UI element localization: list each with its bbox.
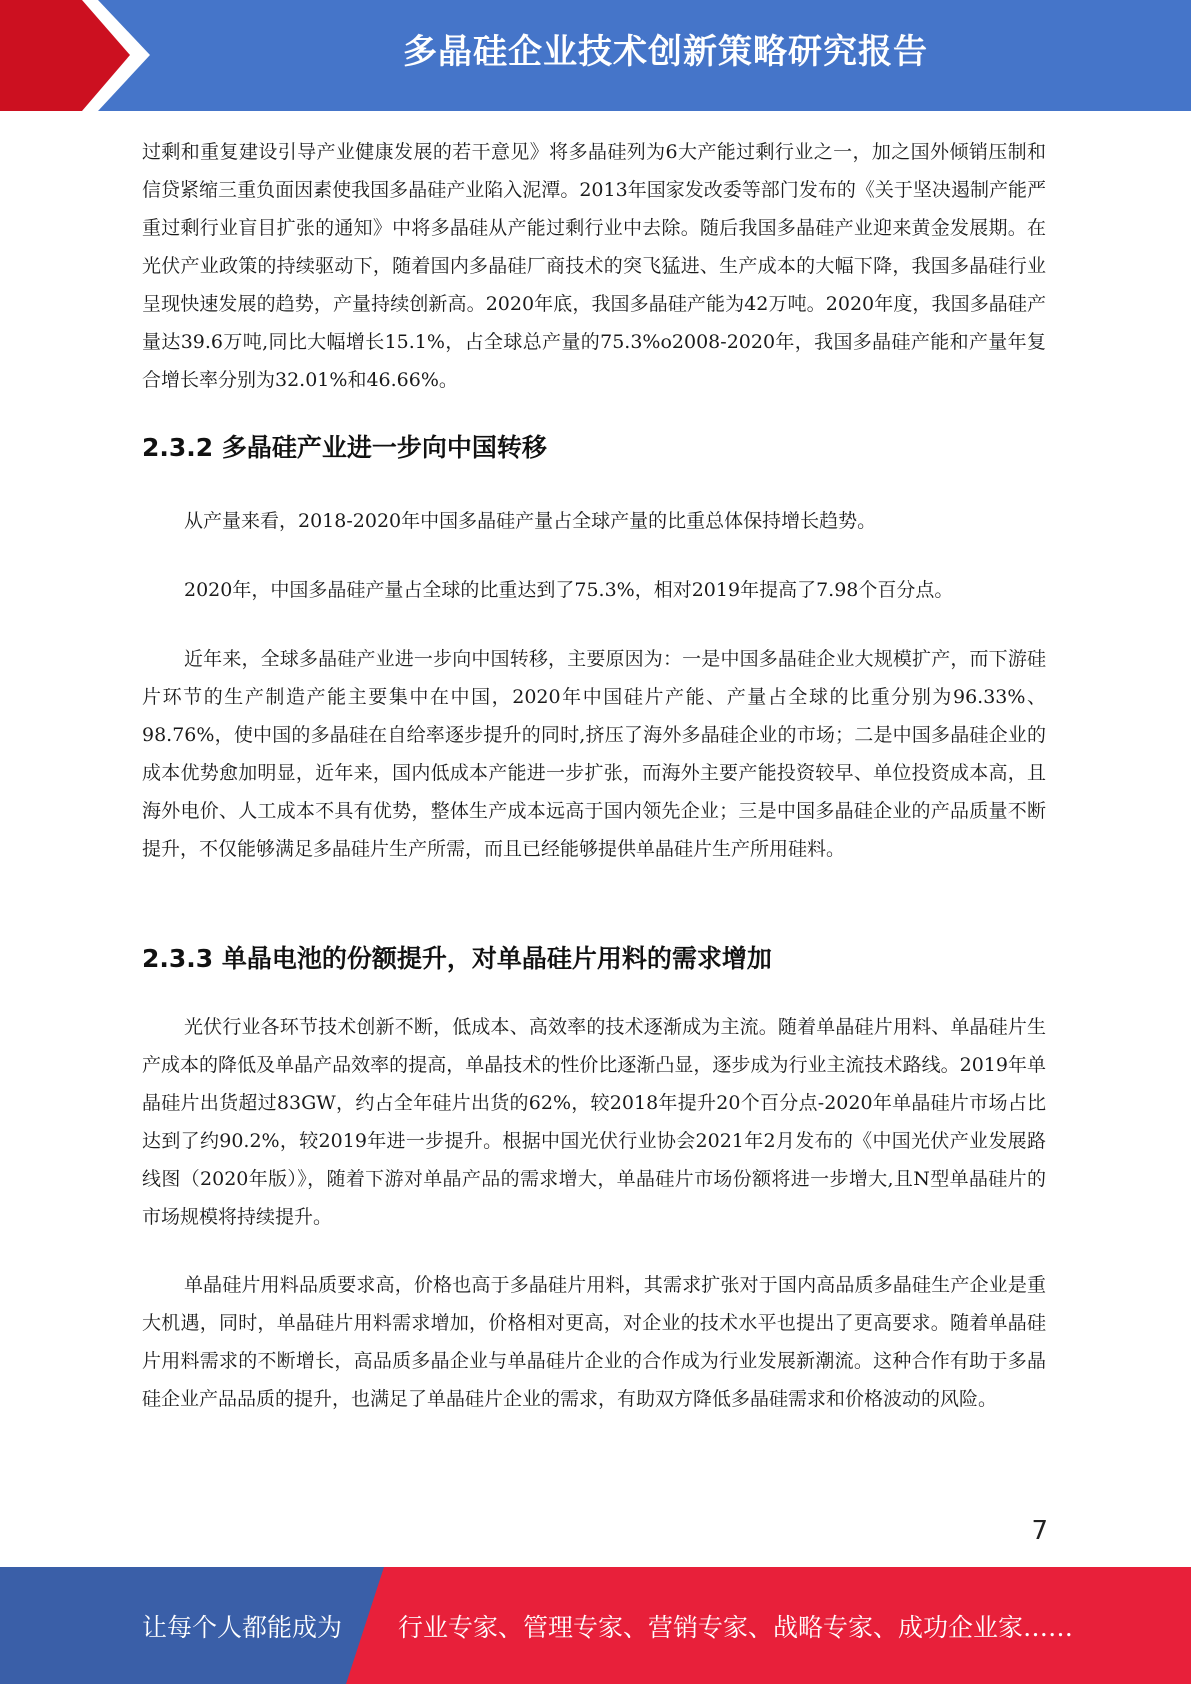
section-2-3-2-p1-block (142, 502, 1046, 540)
footer-band (0, 1567, 1191, 1684)
section-2-3-2-p2-block (142, 571, 1046, 609)
section-heading-2-3-2: 2.3.2 多晶硅产业进一步向中国转移 (142, 433, 547, 462)
page-number: 7 (1031, 1516, 1048, 1546)
footer-slogan-left: 让每个人都能成为 (142, 1613, 343, 1642)
intro-paragraph: 过剩和重复建设引导产业健康发展的若干意见》将多晶硅列为6大产能过剩行业之一，加之国外倾销压制和信贷紧缩三重负面因素使我国多晶硅产业陷入泥潭。2013年国家发改委等部门发布的《关于坚决遏制产能严重过剩行业盲目扩张的通知》中将多晶硅从产能过剩行业中去除。随后我国多晶硅产业迎来黄金发展期。在光伏产业政策的持续驱动下，随着国内多晶硅厂商技术的突飞猛进、生产成本的大幅下降，我国多晶硅行业呈现快速发展的趋势，产量持续创新高。2020年底，我国多晶硅产能为42万吨。2020年度，我国多晶硅产量达39.6万吨,同比大幅增长15.1%，占全球总产量的75.3%o2008-2020年，我国多晶硅产能和产量年复合增长率分别为32.01%和46.66%。 (142, 141, 1046, 391)
section-2-3-2-paragraph-1: 从产量来看，2018-2020年中国多晶硅产量占全球产量的比重总体保持增长趋势。 (184, 510, 877, 532)
header-chevron-icon (0, 0, 160, 111)
section-2-3-3-paragraph-2: 单晶硅片用料品质要求高，价格也高于多晶硅片用料，其需求扩张对于国内高品质多晶硅生产企业是重大机遇，同时，单晶硅片用料需求增加，价格相对更高，对企业的技术水平也提出了更高要求。随着单晶硅片用料需求的不断增长，高品质多晶企业与单晶硅片企业的合作成为行业发展新潮流。这种合作有助于多晶硅企业产品品质的提升，也满足了单晶硅片企业的需求，有助双方降低多晶硅需求和价格波动的风险。 (142, 1274, 1046, 1410)
section-2-3-2-paragraph-3: 近年来，全球多晶硅产业进一步向中国转移，主要原因为：一是中国多晶硅企业大规模扩产，而下游硅片环节的生产制造产能主要集中在中国，2020年中国硅片产能、产量占全球的比重分别为96.33%、98.76%，使中国的多晶硅在自给率逐步提升的同时,挤压了海外多晶硅企业的市场；二是中国多晶硅企业的成本优势愈加明显，近年来，国内低成本产能进一步扩张，而海外主要产能投资较早、单位投资成本高，且海外电价、人工成本不具有优势，整体生产成本远高于国内领先企业；三是中国多晶硅企业的产品质量不断提升，不仅能够满足多晶硅片生产所需，而且已经能够提供单晶硅片生产所用硅料。 (142, 648, 1046, 860)
section-2-3-3-paragraph-1: 光伏行业各环节技术创新不断，低成本、高效率的技术逐渐成为主流。随着单晶硅片用料、单晶硅片生产成本的降低及单晶产品效率的提高，单晶技术的性价比逐渐凸显，逐步成为行业主流技术路线。2019年单晶硅片出货超过83GW，约占全年硅片出货的62%，较2018年提升20个百分点-2020年单晶硅片市场占比达到了约90.2%，较2019年进一步提升。根据中国光伏行业协会2021年2月发布的《中国光伏产业发展路线图（2020年版）》，随着下游对单晶产品的需求增大，单晶硅片市场份额将进一步增大,且N型单晶硅片的市场规模将持续提升。 (142, 1016, 1046, 1228)
footer-slogan-right: 行业专家、管理专家、营销专家、战略专家、成功企业家…… (398, 1613, 1074, 1642)
section-2-3-3-p2-block (142, 1266, 1046, 1418)
section-2-3-2-paragraph-2: 2020年，中国多晶硅产量占全球的比重达到了75.3%，相对2019年提高了7.98个百分点。 (184, 579, 954, 601)
section-2-3-2-p3-block (142, 640, 1046, 868)
section-2-3-3-p1-block (142, 1008, 1046, 1236)
report-title: 多晶硅企业技术创新策略研究报告 (403, 32, 928, 72)
intro-text-block (142, 133, 1046, 399)
section-heading-2-3-3: 2.3.3 单晶电池的份额提升，对单晶硅片用料的需求增加 (142, 944, 772, 973)
header-band (0, 0, 1191, 111)
